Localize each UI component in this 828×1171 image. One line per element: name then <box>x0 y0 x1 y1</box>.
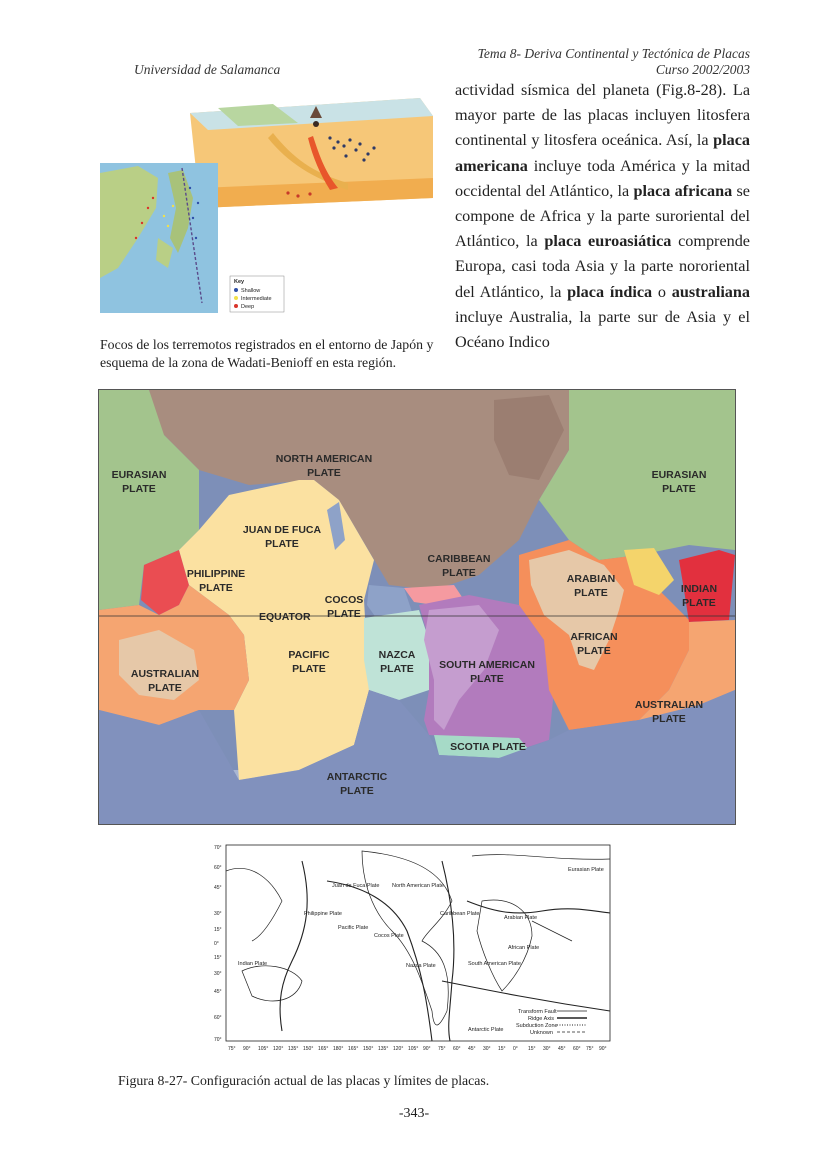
svg-text:75°: 75° <box>438 1046 446 1052</box>
header-course: Curso 2002/2003 <box>655 62 750 77</box>
outline-label-cocos: Cocos Plate <box>374 933 404 939</box>
body-text-6: incluye Australia, la parte sur de Asia y el Océano Indico <box>455 307 750 352</box>
svg-text:105°: 105° <box>258 1046 269 1052</box>
header-right <box>478 46 750 78</box>
svg-text:120°: 120° <box>393 1046 404 1052</box>
svg-text:60°: 60° <box>214 865 222 871</box>
body-bold-placa-euroasiatica: placa euroasiática <box>544 232 672 251</box>
body-bold-placa-africana: placa africana <box>633 181 733 200</box>
svg-text:165°: 165° <box>318 1046 329 1052</box>
label-nazca: NAZCA PLATE <box>378 649 416 675</box>
svg-text:30°: 30° <box>543 1046 551 1052</box>
outline-label-north-american: North American Plate <box>392 883 444 889</box>
label-south-american: SOUTH AMERICAN PLATE <box>439 659 535 685</box>
label-eurasian-east: EURASIAN PLATE <box>651 469 707 495</box>
japan-inset-map <box>100 163 218 313</box>
body-bold-placa-indica: placa índica <box>567 282 653 301</box>
svg-text:135°: 135° <box>378 1046 389 1052</box>
label-pacific: PACIFIC PLATE <box>288 649 330 675</box>
key-label-shallow: Shallow <box>241 288 261 294</box>
header-topic: Tema 8- Deriva Continental y Tectónica de Placas <box>477 46 750 61</box>
key-dot-deep <box>234 304 238 308</box>
label-australian-east: AUSTRALIAN PLATE <box>634 699 704 725</box>
body-text-3: se compone de Africa y la parte suroriental del Atlántico, la <box>455 181 750 251</box>
svg-text:45°: 45° <box>214 885 222 891</box>
outline-label-arabian: Arabian Plate <box>504 915 538 921</box>
body-paragraph <box>455 78 750 355</box>
svg-text:60°: 60° <box>214 1015 222 1021</box>
key-dot-intermediate <box>234 296 238 300</box>
label-arabian: ARABIAN PLATE <box>566 573 616 599</box>
subduction-block-diagram <box>190 98 433 208</box>
key-label-deep: Deep <box>241 304 255 310</box>
svg-text:15°: 15° <box>214 927 222 933</box>
svg-text:90°: 90° <box>423 1046 431 1052</box>
label-north-american: NORTH AMERICAN PLATE <box>275 453 373 479</box>
legend-unknown: Unknown <box>530 1030 553 1036</box>
svg-text:180°: 180° <box>333 1046 344 1052</box>
svg-text:15°: 15° <box>214 955 222 961</box>
outline-label-indian: Indian Plate <box>238 961 268 967</box>
svg-text:15°: 15° <box>528 1046 536 1052</box>
body-bold-australiana: australiana <box>671 282 751 301</box>
legend-transform-fault: Transform Fault <box>518 1009 557 1015</box>
label-juan-de-fuca: JUAN DE FUCA PLATE <box>242 524 322 550</box>
figure-japan-seismicity <box>98 78 438 314</box>
svg-text:70°: 70° <box>214 1037 222 1043</box>
svg-text:90°: 90° <box>599 1046 607 1052</box>
svg-text:120°: 120° <box>273 1046 284 1052</box>
svg-text:75°: 75° <box>228 1046 236 1052</box>
label-scotia: SCOTIA PLATE <box>450 741 526 753</box>
key-label-intermediate: Intermediate <box>241 296 272 302</box>
svg-text:45°: 45° <box>468 1046 476 1052</box>
label-african: AFRICAN PLATE <box>570 631 618 657</box>
svg-text:60°: 60° <box>573 1046 581 1052</box>
svg-text:150°: 150° <box>363 1046 374 1052</box>
page-number: -343- <box>398 1106 430 1121</box>
label-eurasian-west: EURASIAN PLATE <box>111 469 167 495</box>
svg-text:45°: 45° <box>558 1046 566 1052</box>
caption-japan-figure: Focos de los terremotos registrados en el entorno de Japón y esquema de la zona de Wadati-Benioff en esta región. <box>100 337 434 370</box>
label-caribbean: CARIBBEAN PLATE <box>427 553 491 579</box>
label-antarctic: ANTARCTIC PLATE <box>326 771 388 797</box>
legend-subduction-zone: Subduction Zone <box>516 1023 558 1029</box>
longitude-ticks <box>228 1046 607 1052</box>
svg-text:60°: 60° <box>453 1046 461 1052</box>
figure-plate-boundaries-outline <box>212 841 614 1053</box>
latitude-ticks <box>214 845 222 1043</box>
body-bold-placa-americana: placa americana <box>455 131 750 175</box>
svg-text:0°: 0° <box>513 1046 518 1052</box>
svg-text:30°: 30° <box>214 911 222 917</box>
label-cocos: COCOS PLATE <box>324 594 364 620</box>
body-text-1: actividad sísmica del planeta (Fig.8-28). La mayor parte de las placas incluyen litosfera continental y litosfera oceánica. Así, la <box>455 81 750 150</box>
label-australian-west: AUSTRALIAN PLATE <box>130 668 200 694</box>
outline-label-antarctic: Antarctic Plate <box>468 1027 504 1033</box>
japan-key <box>230 276 284 312</box>
svg-text:30°: 30° <box>214 971 222 977</box>
outline-label-philippine: Philippine Plate <box>304 911 342 917</box>
outline-label-nazca: Nazca Plate <box>406 963 436 969</box>
svg-text:165°: 165° <box>348 1046 359 1052</box>
outline-label-juan-de-fuca: Juan de Fuca Plate <box>332 883 380 889</box>
svg-text:135°: 135° <box>288 1046 299 1052</box>
outline-label-african: African Plate <box>508 945 540 951</box>
outline-label-pacific: Pacific Plate <box>338 925 369 931</box>
body-text-2: incluye toda América y la mitad occidental del Atlántico, la <box>455 156 750 200</box>
body-text-4: comprende Europa, casi toda Asia y la parte nororiental del Atlántico, la <box>455 232 750 301</box>
key-dot-shallow <box>234 288 238 292</box>
svg-text:150°: 150° <box>303 1046 314 1052</box>
svg-text:70°: 70° <box>214 845 222 851</box>
outline-label-south-american: South American Plate <box>468 961 521 967</box>
outline-label-eurasian: Eurasian Plate <box>568 867 604 873</box>
body-text-5: o <box>652 282 672 301</box>
label-indian: INDIAN PLATE <box>680 583 718 609</box>
legend-ridge-axis: Ridge Axis <box>528 1016 554 1022</box>
figure-tectonic-plates-map <box>98 389 736 825</box>
label-philippine: PHILIPPINE PLATE <box>186 568 246 594</box>
caption-figure-8-27: Figura 8-27- Configuración actual de las placas y límites de placas. <box>118 1073 490 1088</box>
header-university: Universidad de Salamanca <box>134 62 281 77</box>
equator-label: EQUATOR <box>259 611 311 623</box>
key-title: Key <box>234 279 245 285</box>
svg-text:30°: 30° <box>483 1046 491 1052</box>
svg-text:15°: 15° <box>498 1046 506 1052</box>
svg-text:45°: 45° <box>214 989 222 995</box>
svg-text:90°: 90° <box>243 1046 251 1052</box>
outline-label-caribbean: Caribbean Plate <box>440 911 480 917</box>
svg-text:75°: 75° <box>586 1046 594 1052</box>
svg-text:105°: 105° <box>408 1046 419 1052</box>
svg-text:0°: 0° <box>214 941 219 947</box>
